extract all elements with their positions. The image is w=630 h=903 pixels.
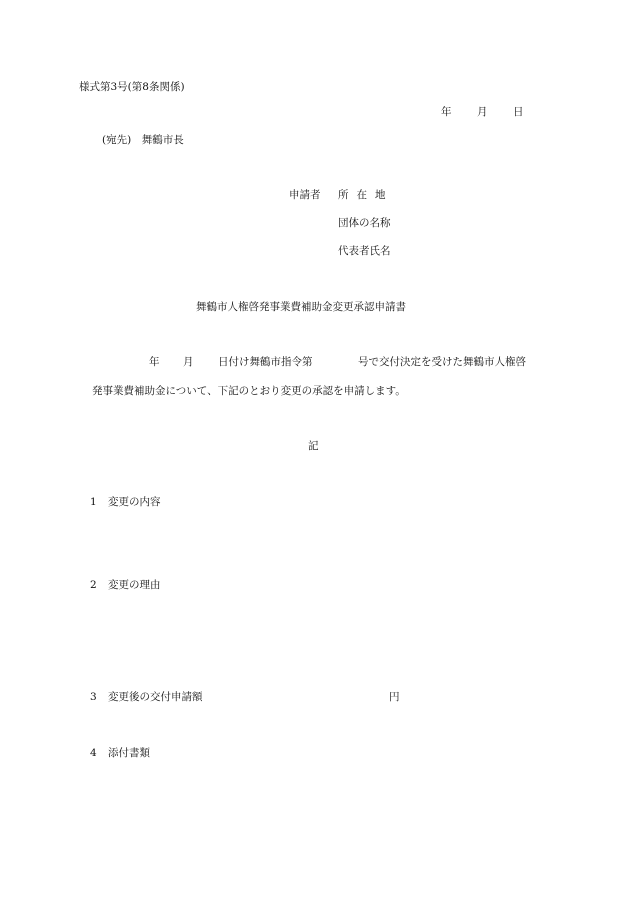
- form-number: 様式第3号(第8条関係): [79, 81, 185, 93]
- date-year-label: 年: [441, 106, 452, 118]
- item-number: 3: [90, 691, 97, 703]
- item-number: 1: [90, 496, 97, 508]
- date-month-label: 月: [477, 106, 488, 118]
- body-second-line: 発事業費補助金について、下記のとおり変更の承認を申請します。: [92, 385, 406, 397]
- document-title: 舞鶴市人権啓発事業費補助金変更承認申請書: [196, 301, 406, 313]
- body-date-segment: 日付け舞鶴市指令第: [218, 356, 313, 368]
- body-year-label: 年: [149, 356, 160, 368]
- date-day-label: 日: [513, 106, 524, 118]
- recipient: (宛先) 舞鶴市長: [102, 134, 184, 146]
- org-name-label: 団体の名称: [338, 217, 391, 229]
- yen-unit-label: 円: [389, 691, 400, 703]
- item-label-application-amount: 変更後の交付申請額: [108, 691, 203, 703]
- body-month-label: 月: [183, 356, 194, 368]
- representative-name-label: 代表者氏名: [338, 245, 391, 257]
- item-label-change-content: 変更の内容: [108, 496, 161, 508]
- address-label: 所在地: [338, 189, 394, 201]
- item-number: 4: [90, 747, 97, 759]
- item-number: 2: [90, 579, 97, 591]
- ki-heading: 記: [308, 440, 319, 452]
- applicant-label: 申請者: [289, 189, 321, 201]
- item-label-attachments: 添付書類: [108, 747, 150, 759]
- item-label-change-reason: 変更の理由: [108, 579, 161, 591]
- body-number-segment: 号で交付決定を受けた舞鶴市人権啓: [358, 356, 526, 368]
